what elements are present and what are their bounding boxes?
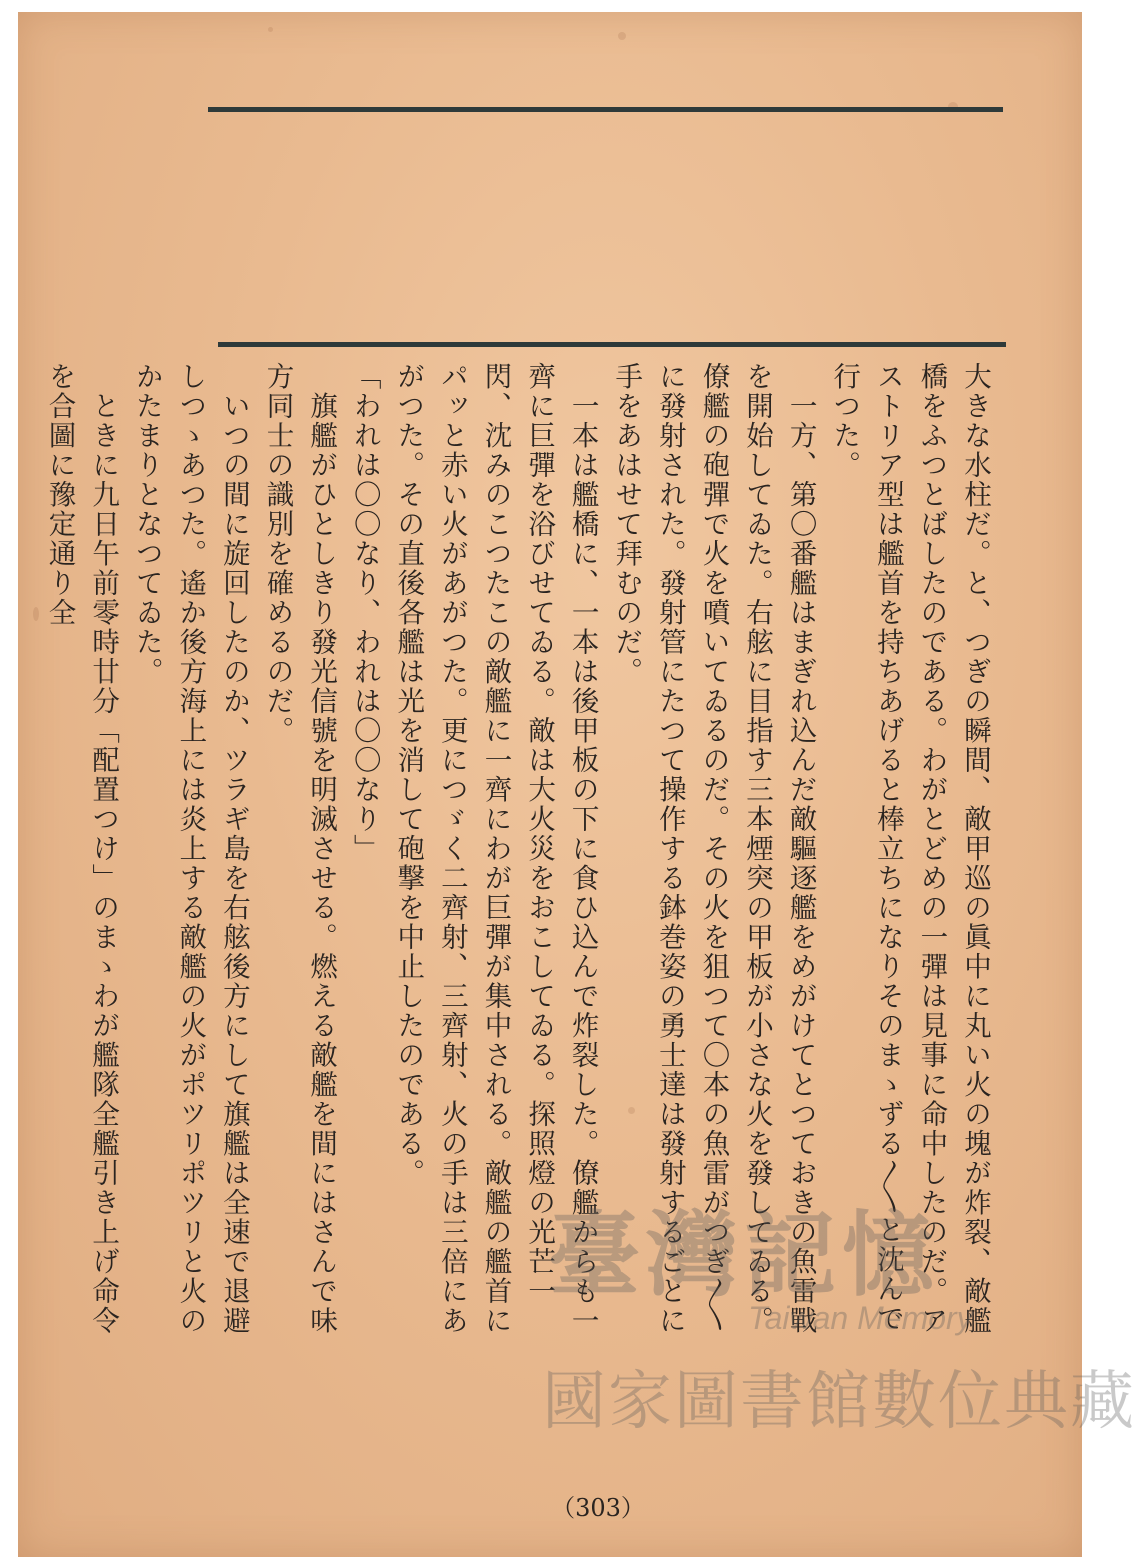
- paragraph: 一本は艦橋に、一本は後甲板の下に食ひ込んで炸裂した。僚艦からも一齊に巨彈を浴びせてゐる。敵は大火災をおこしてゐる。探照燈の光芒一閃、沈みのこつたこの敵艦に一齊にわが巨彈が集中される。敵艦の艦首にパッと赤い火があがつた。更につゞく二齊射、三齊射、火の手は三倍にあがつた。その直後各艦は光を消して砲撃を中止したのである。: [392, 362, 599, 1336]
- paragraph: 大きな水柱だ。と、つぎの瞬間、敵甲巡の眞中に丸い火の塊が炸裂、敵艦橋をふつとばしたのである。わがとどめの一彈は見事に命中したのだ。アストリア型は艦首を持ちあげると棒立ちになりそのまゝずる〳〵と沈んで行つた。: [828, 362, 991, 1336]
- signal-quote: 「われは〇〇なり、われは〇〇なり」: [348, 362, 381, 864]
- book-page: [18, 12, 1136, 1557]
- top-rule: [208, 107, 1003, 112]
- library-watermark: [538, 1182, 1136, 1442]
- watermark-library: 國家圖書館數位典藏: [542, 1365, 1136, 1439]
- paragraph: 一方、第〇番艦はまぎれ込んだ敵驅逐艦をめがけてとつておきの魚雷戰を開始してゐた。右舷に目指す三本煙突の甲板が小さな火を發してゐる。僚艦の砲彈で火を噴いてゐるのだ。その火を狙つて〇本の魚雷がつぎ〳〵に發射された。發射管にたつて操作する鉢巻姿の勇士達は發射するごとに手をあはせて拜むのだ。: [610, 362, 817, 1336]
- paragraph: 旗艦がひとしきり發光信號を明滅させる。燃える敵艦を間にはさんで味方同士の識別を確めるのだ。: [261, 362, 338, 1336]
- paragraph: ときに九日午前零時廿分「配置つけ」のまゝわが艦隊全艦引き上げ命令を合圖に豫定通り全: [43, 362, 120, 1336]
- watermark-english: Taiwan Memory: [748, 1300, 973, 1336]
- paragraph: いつの間に旋回したのか、ツラギ島を右舷後方にして旗艦は全速で退避しつゝあつた。遙か後方海上には炎上する敵艦の火がポツリポツリと火のかたまりとなつてゐた。: [130, 362, 250, 1336]
- page-number: （303）: [551, 1494, 645, 1522]
- section-rule: [218, 342, 1006, 347]
- watermark-title: 臺灣記憶: [548, 1201, 941, 1309]
